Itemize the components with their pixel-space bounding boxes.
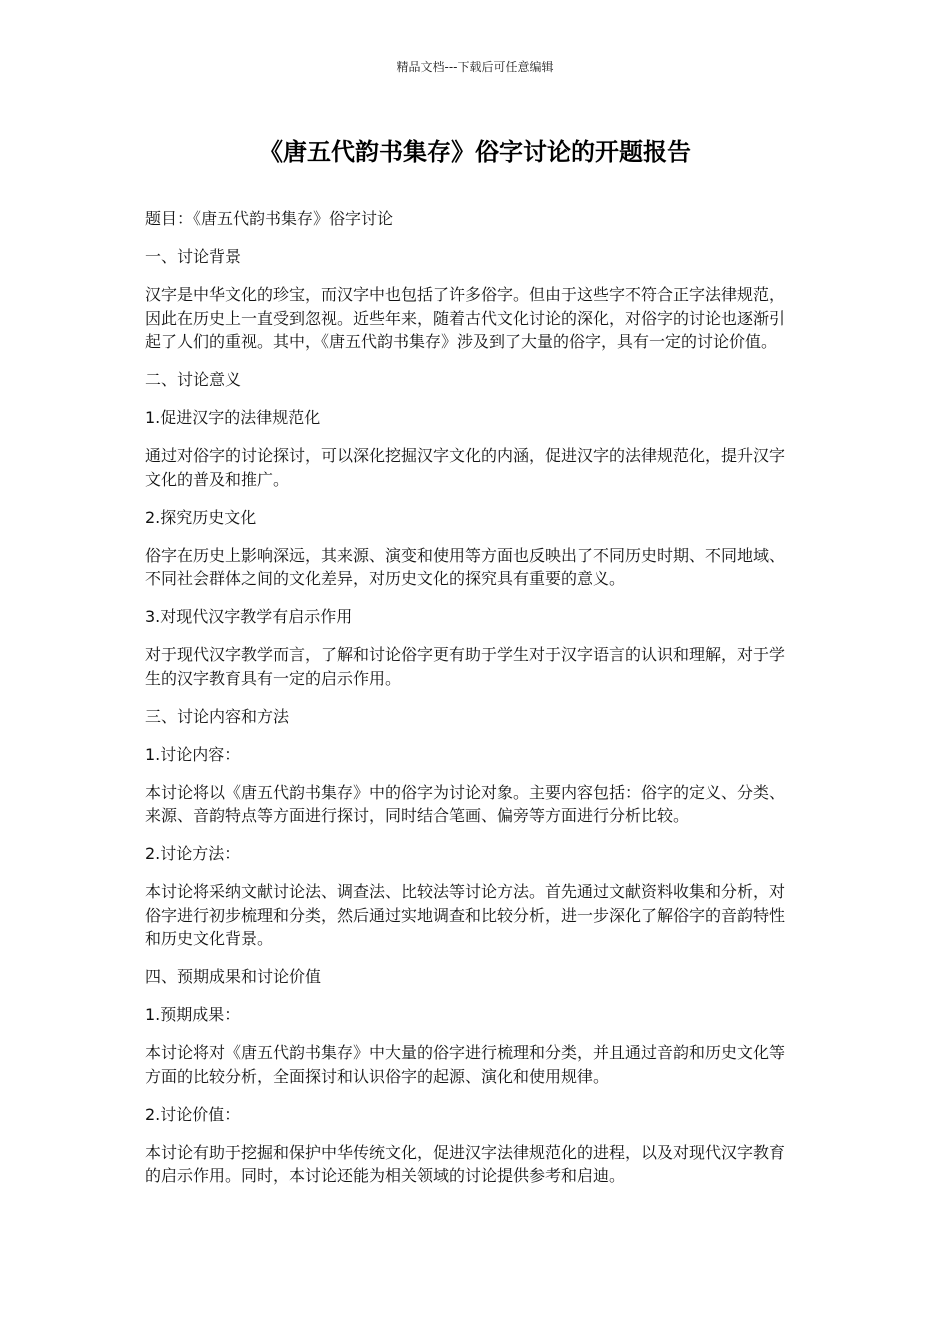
topic-line: 题目：《唐五代韵书集存》俗字讨论 bbox=[145, 209, 394, 228]
paragraph-expected-results: 本讨论将对《唐五代韵书集存》中大量的俗字进行梳理和分类，并且通过音韵和历史文化等方面的比较分析，全面探讨和认识俗字的起源、演化和使用规律。 bbox=[145, 1043, 786, 1086]
subheading-content: 1.讨论内容： bbox=[145, 744, 241, 764]
subheading-teaching: 3.对现代汉字教学有启示作用 bbox=[145, 607, 353, 626]
header-note: 精品文档---下载后可任意编辑 bbox=[396, 60, 554, 74]
paragraph-content: 本讨论将以《唐五代韵书集存》中的俗字为讨论对象。主要内容包括：俗字的定义、分类、来源、音韵特点等方面进行探讨，同时结合笔画、偏旁等方面进行分析比较。 bbox=[145, 782, 786, 825]
paragraph-method: 本讨论将采纳文献讨论法、调查法、比较法等讨论方法。首先通过文献资料收集和分析，对俗字进行初步梳理和分类，然后通过实地调查和比较分析，进一步深化了解俗字的音韵特性和历史文化背景。 bbox=[145, 882, 786, 948]
paragraph-standardization: 通过对俗字的讨论探讨，可以深化挖掘汉字文化的内涵，促进汉字的法律规范化，提升汉字文化的普及和推广。 bbox=[145, 446, 786, 489]
section-heading-background: 一、讨论背景 bbox=[145, 247, 242, 266]
subheading-expected-results: 1.预期成果： bbox=[145, 1005, 241, 1024]
document-body bbox=[145, 207, 797, 1202]
subheading-value: 2.讨论价值： bbox=[145, 1104, 241, 1124]
subheading-history: 2.探究历史文化 bbox=[145, 507, 257, 527]
section-heading-content-method: 三、讨论内容和方法 bbox=[145, 706, 290, 726]
paragraph-teaching: 对于现代汉字教学而言，了解和讨论俗字更有助于学生对于汉字语言的认识和理解，对于学生的汉字教育具有一定的启示作用。 bbox=[145, 645, 786, 688]
paragraph-background: 汉字是中华文化的珍宝，而汉字中也包括了许多俗字。但由于这些字不符合正字法律规范，因此在历史上一直受到忽视。近些年来，随着古代文化讨论的深化，对俗字的讨论也逐渐引起了人们的重视。其中，《唐五代韵书集存》涉及到了大量的俗字，具有一定的讨论价值。 bbox=[145, 285, 786, 351]
section-heading-significance: 二、讨论意义 bbox=[145, 370, 242, 389]
subheading-method: 2.讨论方法： bbox=[145, 844, 241, 863]
section-heading-outcomes: 四、预期成果和讨论价值 bbox=[145, 967, 322, 986]
paragraph-history: 俗字在历史上影响深远，其来源、演变和使用等方面也反映出了不同历史时期、不同地域、不同社会群体之间的文化差异，对历史文化的探究具有重要的意义。 bbox=[145, 545, 786, 588]
document-title: 《唐五代韵书集存》俗字讨论的开题报告 bbox=[259, 138, 691, 166]
subheading-standardization: 1.促进汉字的法律规范化 bbox=[145, 408, 321, 427]
paragraph-value: 本讨论有助于挖掘和保护中华传统文化，促进汉字法律规范化的进程，以及对现代汉字教育的启示作用。同时，本讨论还能为相关领域的讨论提供参考和启迪。 bbox=[145, 1142, 786, 1185]
